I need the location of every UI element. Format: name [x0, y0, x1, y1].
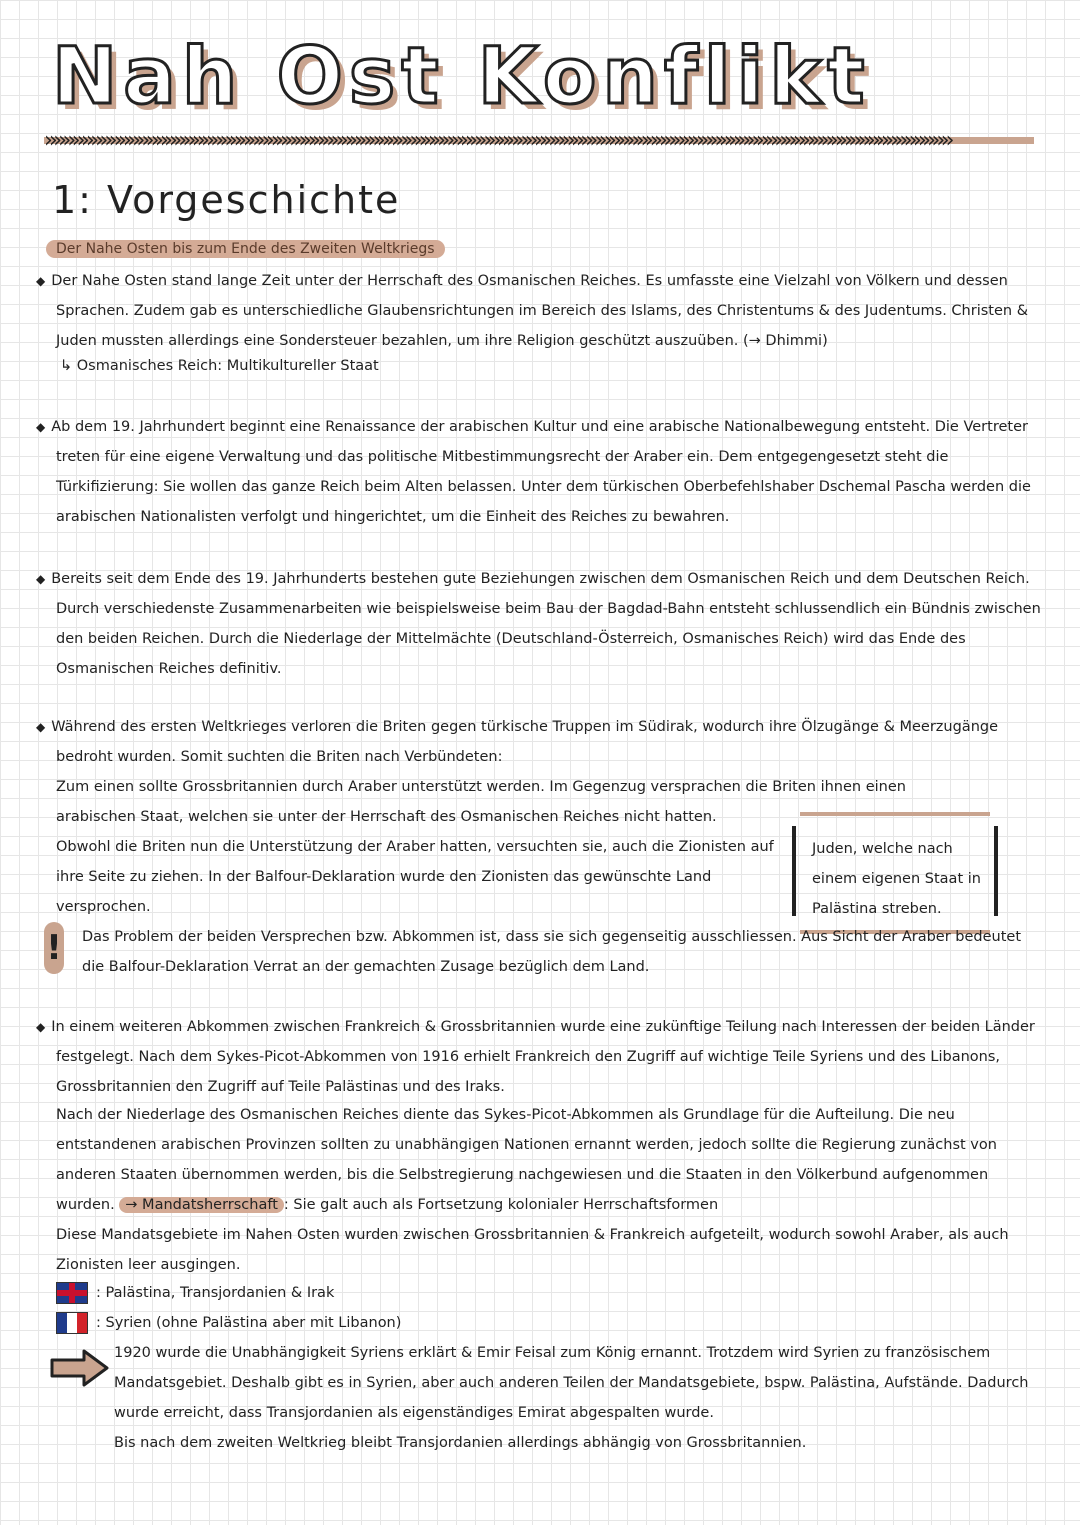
- uk-mandate-line: : Palästina, Transjordanien & Irak: [56, 1278, 334, 1308]
- bullet-icon: ◆: [36, 720, 46, 734]
- paragraph-7: Bis nach dem zweiten Weltkrieg bleibt Transjordanien allerdings abhängig von Grossbritannien.: [114, 1435, 807, 1451]
- france-flag-icon: [56, 1312, 88, 1334]
- paragraph-5c: Diese Mandatsgebiete im Nahen Osten wurden zwischen Grossbritannien & Frankreich aufgeteilt, wodurch sowohl Araber, als auch Zionisten leer ausgingen.: [56, 1227, 1009, 1273]
- paragraph-1: ◆ Der Nahe Osten stand lange Zeit unter der Herrschaft des Osmanischen Reiches. Es umfasste eine Vielzahl von Völkern und dessen Sprachen. Zudem gab es unterschiedliche Glaubensrichtungen im Bereich des Islams, des Christentums & des Judentums. Christen & Juden mussten allerdings eine Sondersteuer bezahlen, um ihre Religion geschützt auszuüben. (→ Dhimmi): [36, 273, 1028, 349]
- bullet-icon: ◆: [36, 572, 46, 586]
- paragraph-5a: ◆ In einem weiteren Abkommen zwischen Frankreich & Grossbritannien wurde eine zukünftige Teilung nach Interessen der beiden Länder festgelegt. Nach dem Sykes-Picot-Abkommen von 1916 erhielt Frankreich den Zugriff auf wichtige Teile Syriens und des Libanons, Grossbritannien den Zugriff auf Teile Palästinas und des Iraks.: [36, 1019, 1035, 1095]
- paragraph-4a: ◆ Während des ersten Weltkrieges verloren die Briten gegen türkische Truppen im Südirak, wodurch ihre Ölzugänge & Meerzugänge bedroht wurden. Somit suchten die Briten nach Verbündeten:: [36, 719, 999, 765]
- paragraph-3: ◆ Bereits seit dem Ende des 19. Jahrhunderts bestehen gute Beziehungen zwischen dem Osmanischen Reich und dem Deutschen Reich. Durch verschiedenste Zusammenarbeiten wie beispielsweise beim Bau der Bagdad-Bahn entsteht schlussendlich ein Bündnis zwischen den beiden Reichen. Durch die Niederlage der Mittelmächte (Deutschland-Österreich, Osmanisches Reich) wird das Ende des Osmanischen Reiches definitiv.: [36, 571, 1041, 677]
- uk-flag-icon: [56, 1282, 88, 1304]
- bullet-icon: ◆: [36, 420, 46, 434]
- exclamation-icon: !: [44, 922, 64, 974]
- paragraph-2: ◆ Ab dem 19. Jahrhundert beginnt eine Renaissance der arabischen Kultur und eine arabische Nationalbewegung entsteht. Die Vertreter treten für eine eigene Verwaltung und das politische Mitbestimmungsrecht der Araber ein. Dem entgegengesetzt steht die Türkifizierung: Sie wollen das ganze Reich beim Alten belassen. Unter dem türkischen Oberbefehlshaber Dschemal Pascha werden die arabischen Nationalisten verfolgt und hingerichtet, um die Einheit des Reiches zu bewahren.: [36, 419, 1031, 525]
- zionist-definition: Juden, welche nach einem eigenen Staat in Palästina streben.: [812, 841, 981, 917]
- section-heading: 1: Vorgeschichte: [52, 178, 401, 222]
- bullet-icon: ◆: [36, 1020, 46, 1034]
- mandate-highlight: → Mandatsherrschaft: [119, 1197, 284, 1213]
- paragraph-1-sub: ↳ Osmanisches Reich: Multikultureller Staat: [60, 358, 379, 374]
- paragraph-4b: Zum einen sollte Grossbritannien durch Araber unterstützt werden. Im Gegenzug versprachen die Briten ihnen einen arabischen Staat, welchen sie unter der Herrschaft des Osmanischen Reiches nicht hatten.: [56, 779, 906, 825]
- paragraph-6: 1920 wurde die Unabhängigkeit Syriens erklärt & Emir Feisal zum König ernannt. Trotzdem wird Syrien zu französischem Mandatsgebiet. Deshalb gibt es in Syrien, aber auch anderen Teilen der Mandatsgebiete, bspw. Palästina, Aufstände. Dadurch wurde erreicht, dass Transjordanien als eigenständiges Emirat abgespalten wurde.: [114, 1345, 1029, 1421]
- subheading-highlight: Der Nahe Osten bis zum Ende des Zweiten Weltkriegs: [46, 240, 445, 258]
- page-title: Nah Ost Konflikt: [52, 32, 871, 122]
- warning-note: Das Problem der beiden Versprechen bzw. Abkommen ist, dass sie sich gegenseitig ausschliessen. Aus Sicht der Araber bedeutet die Balfour-Deklaration Verrat an der gemachten Zusage bezüglich dem Land.: [82, 929, 1022, 975]
- fr-mandate-line: : Syrien (ohne Palästina aber mit Libanon): [56, 1308, 401, 1338]
- bullet-icon: ◆: [36, 274, 46, 288]
- box-bracket-right: [994, 826, 998, 916]
- paragraph-4c: Obwohl die Briten nun die Unterstützung der Araber hatten, versuchten sie, auch die Zionisten auf ihre Seite zu ziehen. In der Balfour-Deklaration wurde den Zionisten das gewünschte Land versprochen.: [56, 839, 774, 915]
- curved-arrow-icon: ↳: [60, 358, 77, 374]
- title-divider: »»»»»»»»»»»»»»»»»»»»»»»»»»»»»»»»»»»»»»»»»»»»»»»»»»»»»»»»»»»»»»»»»»»»»»»»»»»»»»»»»»»»»»»»»»»»»»»»»»: [44, 128, 1034, 152]
- paragraph-5b: Nach der Niederlage des Osmanischen Reiches diente das Sykes-Picot-Abkommen als Grundlage für die Aufteilung. Die neu entstandenen arabischen Provinzen sollten zu unabhängigen Nationen ernannt werden, jedoch sollte die Regierung zunächst von anderen Staaten übernommen werden, bis die Selbstregierung nachgewiesen und die Staaten in den Völkerbund aufgenommen wurden. → Mandatsherrschaft : Sie galt auch als Fortsetzung kolonialer Herrschaftsformen: [56, 1107, 997, 1213]
- right-arrow-icon: [50, 1348, 110, 1388]
- box-bracket-left: [792, 826, 796, 916]
- zionist-definition-box: [800, 812, 990, 934]
